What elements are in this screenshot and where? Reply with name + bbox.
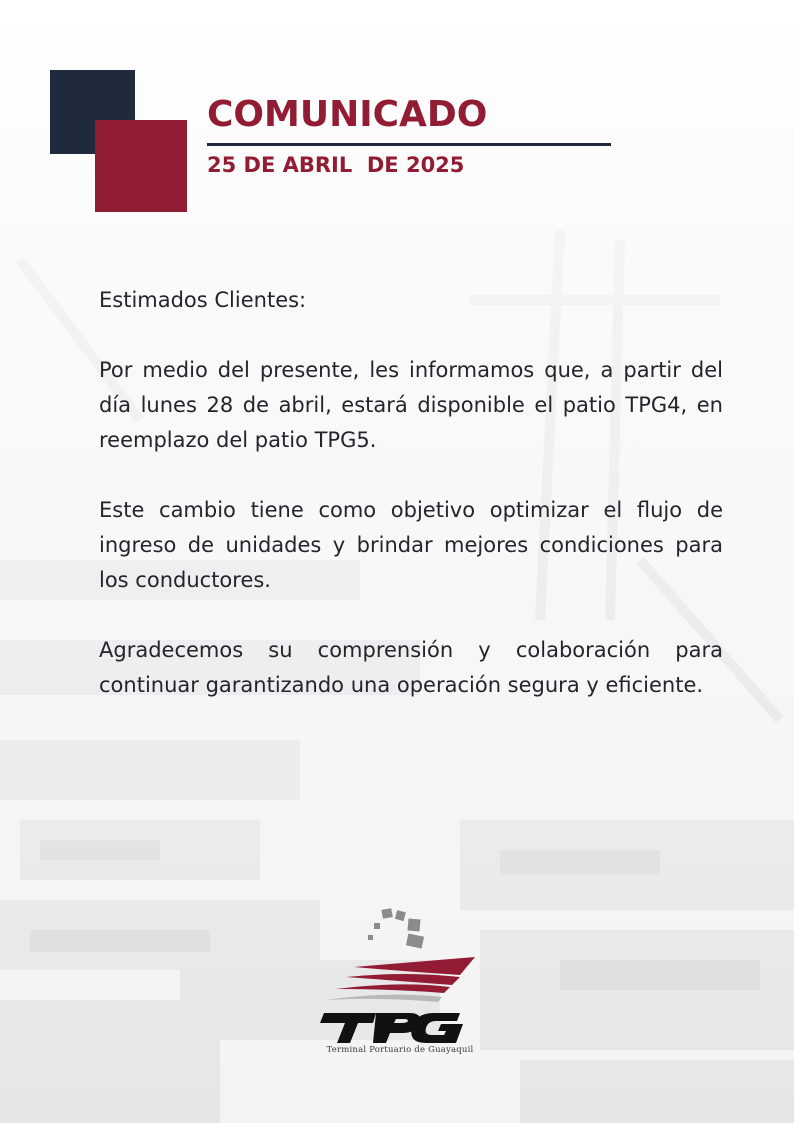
communique-date: 25 DE ABRIL DE 2025 bbox=[207, 153, 465, 177]
decorative-square-red bbox=[95, 120, 187, 212]
logo-caption: Terminal Portuario de Guayaquil bbox=[326, 1045, 474, 1055]
paragraph-closing: Agradecemos su comprensión y colaboración para continuar garantizando una operación segura y eficiente. bbox=[99, 638, 723, 697]
paragraph-announcement: Por medio del presente, les informamos que, a partir del día lunes 28 de abril, estará disponible el patio TPG4, en reemplazo del patio TPG5. bbox=[99, 358, 723, 452]
title-underline bbox=[207, 143, 611, 146]
letter-body bbox=[99, 283, 723, 738]
page-title: COMUNICADO bbox=[207, 94, 488, 135]
tpg-logo bbox=[310, 905, 490, 1065]
greeting: Estimados Clientes: bbox=[99, 288, 307, 312]
paragraph-purpose: Este cambio tiene como objetivo optimizar el flujo de ingreso de unidades y brindar mejores condiciones para los conductores. bbox=[99, 498, 723, 592]
